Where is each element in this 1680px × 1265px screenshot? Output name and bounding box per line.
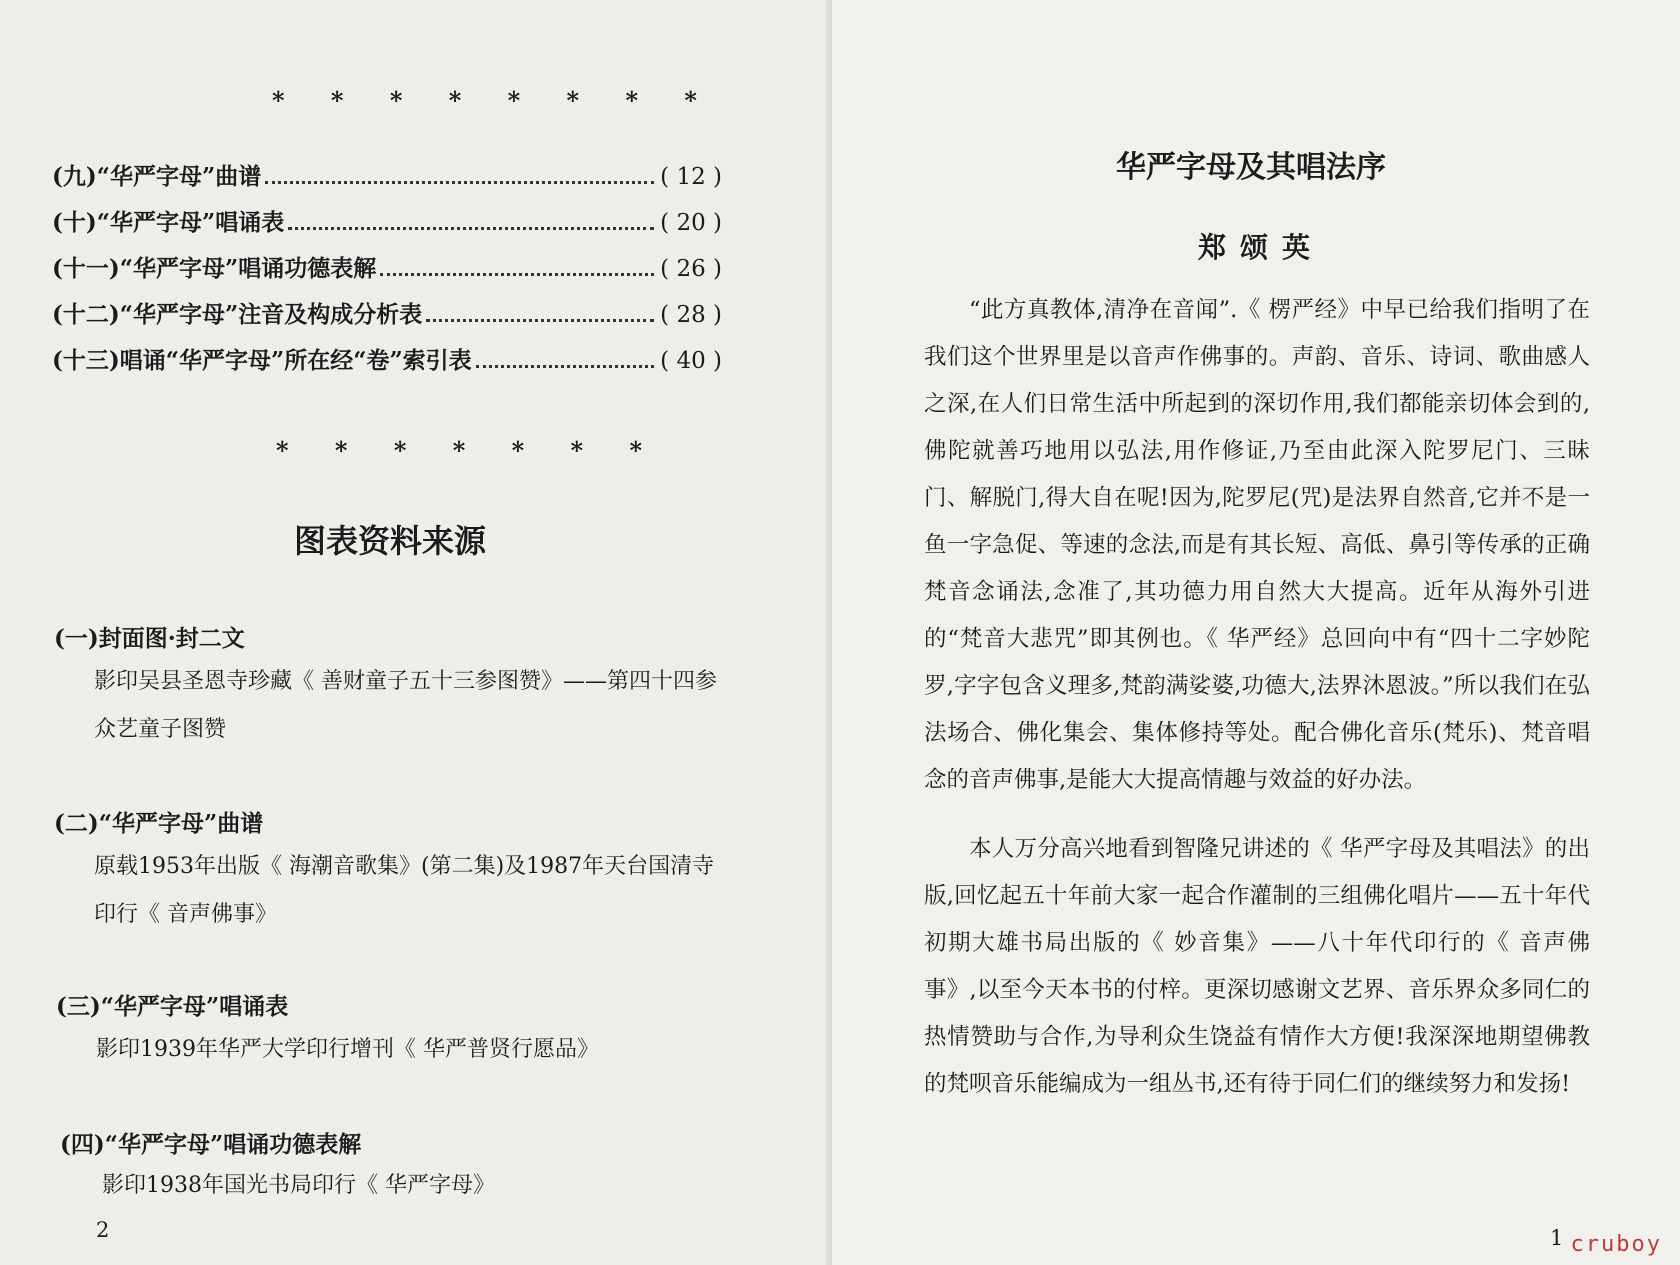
toc-entry-page: ( 12 ): [660, 164, 722, 190]
source-body: 影印1939年华严大学印行增刊《 华严普贤行愿品》: [96, 1037, 599, 1062]
preface-paragraph: 本人万分高兴地看到智隆兄讲述的《 华严字母及其唱法》的出版,回忆起五十年前大家一起合作灌制的三组佛化唱片——五十年代初期大雄书局出版的《 妙音集》——八十年代印行的《 音声佛事》,以至今天本书的付梓。更深切感谢文艺界、音乐界众多同仁的热情赞助与合作,为导利众生饶益有情作大方便!我深深地期望佛教的梵呗音乐能编成为一组丛书,还有待于同仁们的继续努力和发扬!: [924, 836, 1590, 1097]
decorative-stars-mid: * * * * * * *: [276, 436, 661, 465]
page-number-left: 2: [96, 1218, 110, 1242]
toc-entry-label: (十三)唱诵“华严字母”所在经“卷”索引表: [52, 347, 472, 374]
toc-entry: [52, 250, 722, 282]
toc-leader-dots: [380, 272, 654, 276]
watermark-text: cruboy: [1570, 1232, 1662, 1257]
toc-leader-dots: [265, 180, 654, 184]
preface-title: 华严字母及其唱法序: [1116, 150, 1386, 185]
toc-entry: [52, 342, 722, 374]
preface-paragraph: “此方真教体,清净在音闻”.《 楞严经》中早已给我们指明了在我们这个世界里是以音声作佛事的。声韵、音乐、诗词、歌曲感人之深,在人们日常生活中所起到的深切作用,我们都能亲切体会到的,佛陀就善巧地用以弘法,用作修证,乃至由此深入陀罗尼门、三昧门、解脱门,得大自在呢!因为,陀罗尼(咒)是法界自然音,它并不是一鱼一字急促、等速的念法,而是有其长短、高低、鼻引等传承的正确梵音念诵法,念准了,其功德力用自然大大提高。近年从海外引进的“梵音大悲咒”即其例也。《 华严经》总回向中有“四十二字妙陀罗,字字包含义理多,梵韵满娑婆,功德大,法界沐恩波。”所以我们在弘法场合、佛化集会、集体修持等处。配合佛化音乐(梵乐)、梵音唱念的音声佛事,是能大大提高情趣与效益的好办法。: [924, 297, 1590, 793]
left-page: [0, 0, 832, 1265]
toc-leader-dots: [426, 318, 654, 322]
sources-title: 图表资料来源: [294, 522, 487, 560]
toc-entry-label: (九)“华严字母”曲谱: [52, 163, 262, 190]
toc-entry-page: ( 20 ): [660, 210, 722, 236]
toc-leader-dots: [476, 364, 654, 368]
source-body: 影印吴县圣恩寺珍藏《 善财童子五十三参图赞》——第四十四参众艺童子图赞: [94, 669, 717, 742]
preface-author: 郑颂英: [1198, 231, 1325, 264]
toc-entry: [52, 158, 722, 190]
source-heading: (四)“华严字母”唱诵功德表解: [60, 1131, 362, 1158]
toc-entry: [52, 296, 722, 328]
source-body: 影印1938年国光书局印行《 华严字母》: [102, 1173, 495, 1198]
right-page: [832, 0, 1680, 1265]
source-body: 原载1953年出版《 海潮音歌集》(第二集)及1987年天台国清寺印行《 音声佛事》: [94, 854, 715, 927]
decorative-stars-top: * * * * * * * *: [272, 86, 716, 115]
page-number-right: 1: [1550, 1226, 1564, 1250]
source-heading: (三)“华严字母”唱诵表: [56, 993, 289, 1020]
toc-entry-label: (十)“华严字母”唱诵表: [52, 209, 285, 236]
toc-entry-label: (十一)“华严字母”唱诵功德表解: [52, 255, 377, 282]
toc-entry-page: ( 26 ): [660, 256, 722, 282]
source-heading: (二)“华严字母”曲谱: [54, 810, 264, 837]
toc-entry-page: ( 28 ): [660, 302, 722, 328]
source-heading: (一)封面图·封二文: [54, 625, 245, 652]
toc-entry: [52, 204, 722, 236]
toc-leader-dots: [288, 226, 654, 230]
toc-entry-label: (十二)“华严字母”注音及构成分析表: [52, 301, 423, 328]
toc-entry-page: ( 40 ): [660, 348, 722, 374]
